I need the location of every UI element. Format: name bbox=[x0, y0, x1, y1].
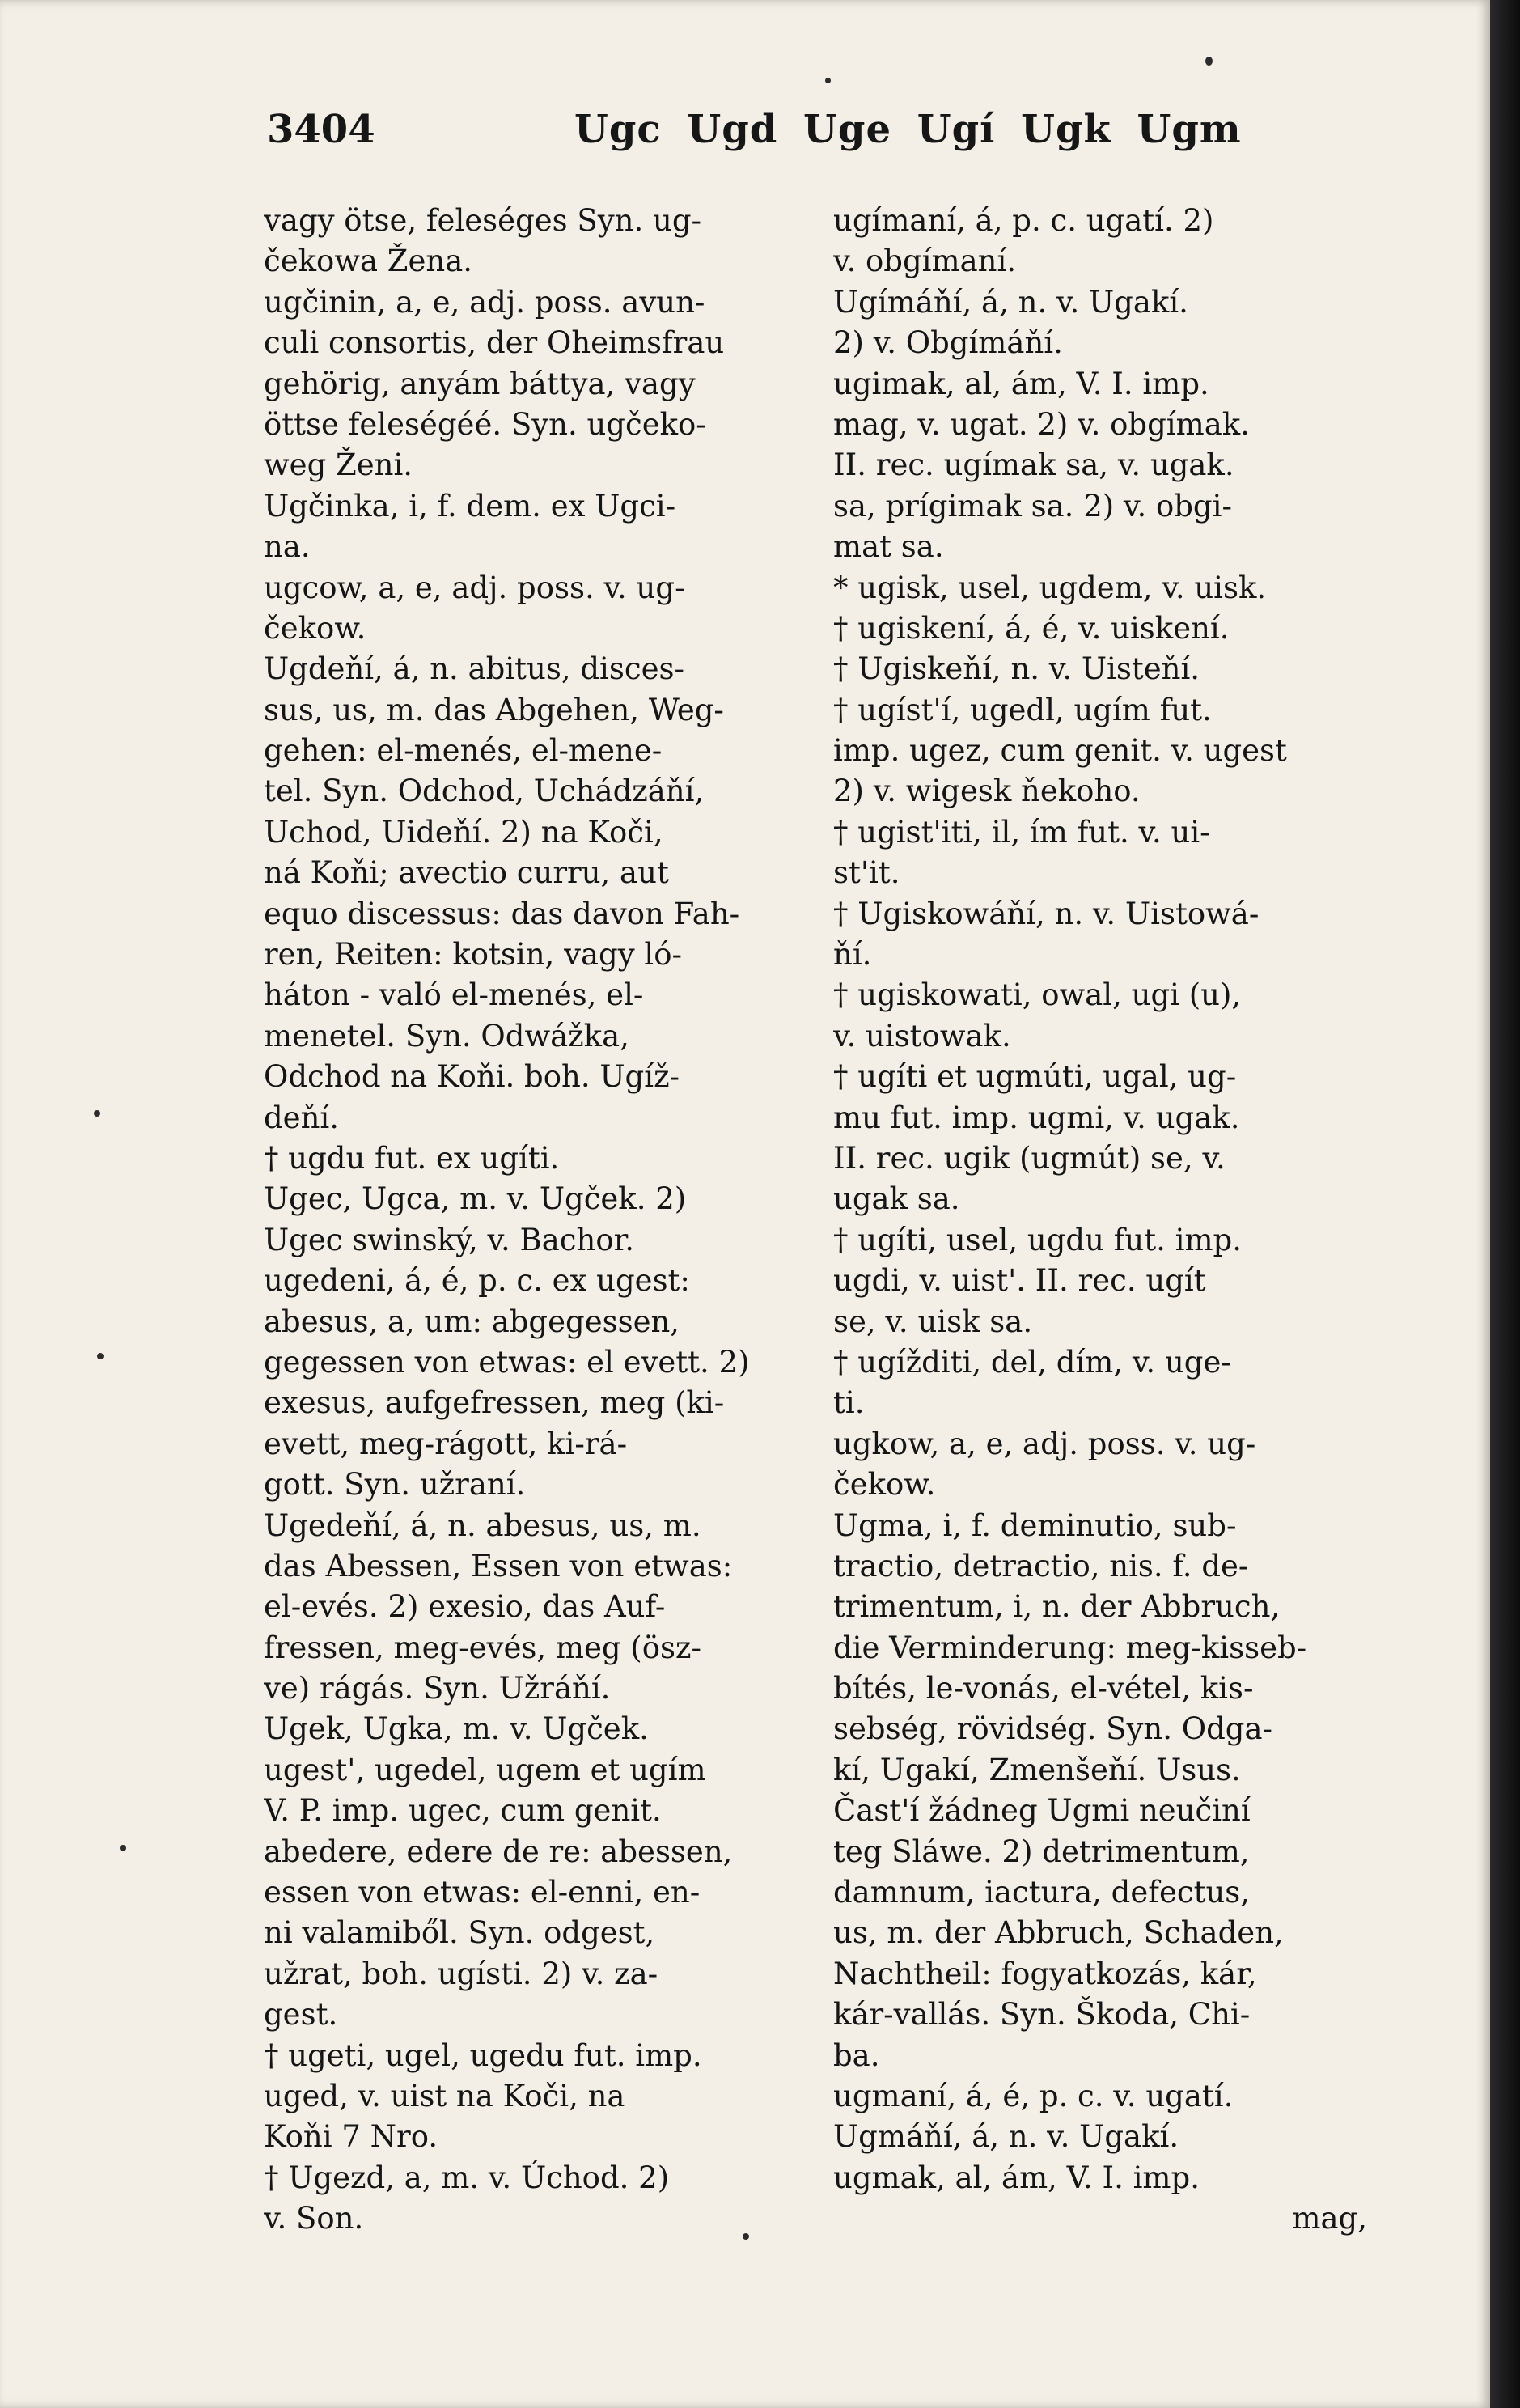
entry-line: † Ugezd, a, m. v. Úchod. 2) bbox=[264, 2160, 670, 2195]
entry-line: † Ugiskowáňí, n. v. Uistowá- bbox=[833, 896, 1260, 931]
entry-line: fressen, meg-evés, meg (ösz- bbox=[264, 1630, 701, 1665]
entry-line: mu fut. imp. ugmi, v. ugak. bbox=[833, 1100, 1240, 1135]
entry-line: † ugiskowati, owal, ugi (u), bbox=[833, 977, 1242, 1013]
running-head: Ugc Ugd Uge Ugí Ugk Ugm bbox=[574, 107, 1242, 152]
entry-line: ugčinin, a, e, adj. poss. avun- bbox=[264, 284, 705, 320]
entry-line: Ugma, i, f. deminutio, sub- bbox=[833, 1507, 1237, 1543]
entry-line: ugest', ugedel, ugem et ugím bbox=[264, 1752, 706, 1787]
entry-line: trimentum, i, n. der Abbruch, bbox=[833, 1589, 1281, 1625]
entry-line: evett, meg-rágott, ki-rá- bbox=[264, 1426, 628, 1461]
entry-line: sus, us, m. das Abgehen, Weg- bbox=[264, 692, 724, 727]
entry-line: gegessen von etwas: el evett. 2) bbox=[264, 1344, 750, 1380]
entry-line: mag, bbox=[1292, 2201, 1367, 2236]
entry-line: abedere, edere de re: abessen, bbox=[264, 1834, 733, 1869]
entry-line: † ugdu fut. ex ugíti. bbox=[264, 1140, 560, 1176]
entry-line: öttse feleségéé. Syn. ugčeko- bbox=[264, 406, 706, 442]
entry-line: † ugeti, ugel, ugedu fut. imp. bbox=[264, 2037, 702, 2073]
entry-line: II. rec. ugímak sa, v. ugak. bbox=[833, 447, 1234, 483]
entry-line: Ugec, Ugca, m. v. Ugček. 2) bbox=[264, 1181, 687, 1217]
entry-line: 2) v. wigesk ňekoho. bbox=[833, 774, 1141, 809]
entry-line: gehen: el-menés, el-mene- bbox=[264, 733, 663, 769]
entry-line: bítés, le-vonás, el-vétel, kis- bbox=[833, 1671, 1254, 1706]
entry-line: ugdi, v. uist'. II. rec. ugít bbox=[833, 1263, 1206, 1299]
entry-line: † ugíti et ugmúti, ugal, ug- bbox=[833, 1059, 1237, 1095]
entry-line: se, v. uisk sa. bbox=[833, 1304, 1033, 1339]
entry-line: das Abessen, Essen von etwas: bbox=[264, 1548, 733, 1583]
entry-line: ugcow, a, e, adj. poss. v. ug- bbox=[264, 570, 685, 605]
entry-line: ti. bbox=[833, 1385, 865, 1421]
entry-line: mag, v. ugat. 2) v. obgímak. bbox=[833, 406, 1250, 442]
entry-line: essen von etwas: el-enni, en- bbox=[264, 1875, 701, 1910]
entry-line: čekowa Žena. bbox=[264, 244, 473, 279]
print-speck bbox=[97, 1353, 104, 1359]
entry-line: ugmaní, á, é, p. c. v. ugatí. bbox=[833, 2078, 1234, 2113]
entry-line: v. Son. bbox=[264, 2201, 364, 2236]
entry-line: Ugímáňí, á, n. v. Ugakí. bbox=[833, 284, 1188, 320]
entry-line: † ugist'iti, il, ím fut. v. ui- bbox=[833, 814, 1210, 850]
entry-line: kár-vallás. Syn. Škoda, Chi- bbox=[833, 1997, 1251, 2033]
entry-line: gest. bbox=[264, 1997, 338, 2033]
entry-line: † ugiskení, á, é, v. uiskení. bbox=[833, 610, 1230, 646]
entry-line: tel. Syn. Odchod, Uchádzáňí, bbox=[264, 774, 705, 809]
entry-line: exesus, aufgefressen, meg (ki- bbox=[264, 1385, 725, 1421]
entry-line: ba. bbox=[833, 2037, 880, 2073]
entry-line: ve) rágás. Syn. Užráňí. bbox=[264, 1671, 611, 1706]
entry-line: Odchod na Koňi. boh. Ugíž- bbox=[264, 1059, 680, 1095]
page-header bbox=[267, 107, 1416, 172]
entry-line: v. uistowak. bbox=[833, 1018, 1011, 1054]
entry-line: sa, prígimak sa. 2) v. obgi- bbox=[833, 488, 1232, 524]
entry-line: us, m. der Abbruch, Schaden, bbox=[833, 1915, 1284, 1951]
entry-line: háton - való el-menés, el- bbox=[264, 977, 644, 1013]
entry-line: culi consortis, der Oheimsfrau bbox=[264, 325, 725, 361]
entry-line: Ugdeňí, á, n. abitus, disces- bbox=[264, 651, 684, 687]
entry-line: imp. ugez, cum genit. v. ugest bbox=[833, 733, 1287, 769]
entry-line: † ugížditi, del, dím, v. uge- bbox=[833, 1344, 1231, 1380]
entry-line: Čast'í žádneg Ugmi neučiní bbox=[833, 1793, 1251, 1829]
entry-line: ren, Reiten: kotsin, vagy ló- bbox=[264, 937, 683, 973]
entry-line: deňí. bbox=[264, 1100, 340, 1135]
entry-line: ugedeni, á, é, p. c. ex ugest: bbox=[264, 1263, 690, 1299]
entry-line: el-evés. 2) exesio, das Auf- bbox=[264, 1589, 666, 1625]
entry-line: mat sa. bbox=[833, 529, 944, 565]
entry-line: damnum, iactura, defectus, bbox=[833, 1875, 1251, 1910]
left-column bbox=[264, 201, 830, 2240]
entry-line: vagy ötse, feleséges Syn. ug- bbox=[264, 203, 702, 238]
entry-line: ugkow, a, e, adj. poss. v. ug- bbox=[833, 1426, 1256, 1461]
entry-line: weg Ženi. bbox=[264, 447, 413, 483]
right-column bbox=[833, 201, 1399, 2240]
entry-line: * ugisk, usel, ugdem, v. uisk. bbox=[833, 570, 1267, 605]
entry-line: Ugčinka, i, f. dem. ex Ugci- bbox=[264, 488, 676, 524]
print-speck bbox=[825, 78, 831, 83]
binding-edge bbox=[1490, 0, 1520, 2408]
entry-line: st'it. bbox=[833, 855, 900, 891]
entry-line: ugimak, al, ám, V. I. imp. bbox=[833, 366, 1209, 401]
entry-line: ňí. bbox=[833, 937, 872, 973]
entry-line: ugak sa. bbox=[833, 1181, 960, 1217]
entry-line: Ugedeňí, á, n. abesus, us, m. bbox=[264, 1507, 701, 1543]
entry-line: die Verminderung: meg-kisseb- bbox=[833, 1630, 1307, 1665]
entry-line: II. rec. ugik (ugmút) se, v. bbox=[833, 1140, 1226, 1176]
entry-line: tractio, detractio, nis. f. de- bbox=[833, 1548, 1249, 1583]
entry-line: † ugíti, usel, ugdu fut. imp. bbox=[833, 1222, 1242, 1257]
entry-line: menetel. Syn. Odwážka, bbox=[264, 1018, 629, 1054]
entry-line: Ugec swinský, v. Bachor. bbox=[264, 1222, 634, 1257]
entry-line: 2) v. Obgímáňí. bbox=[833, 325, 1063, 361]
entry-line: uged, v. uist na Koči, na bbox=[264, 2078, 625, 2113]
entry-line: Ugmáňí, á, n. v. Ugakí. bbox=[833, 2119, 1179, 2155]
print-speck bbox=[94, 1110, 100, 1117]
entry-line: teg Sláwe. 2) detrimentum, bbox=[833, 1834, 1250, 1869]
entry-line: † Ugiskeňí, n. v. Uisteňí. bbox=[833, 651, 1200, 687]
entry-line: † ugíst'í, ugedl, ugím fut. bbox=[833, 692, 1212, 727]
entry-line: čekow. bbox=[833, 1467, 936, 1503]
print-speck bbox=[743, 2233, 749, 2240]
entry-line: Uchod, Uideňí. 2) na Koči, bbox=[264, 814, 663, 850]
entry-line: ugímaní, á, p. c. ugatí. 2) bbox=[833, 203, 1214, 238]
page-number: 3404 bbox=[267, 107, 375, 152]
entry-line: čekow. bbox=[264, 610, 366, 646]
entry-line: Koňi 7 Nro. bbox=[264, 2119, 438, 2155]
entry-line: gehörig, anyám báttya, vagy bbox=[264, 366, 696, 401]
entry-line: ni valamiből. Syn. odgest, bbox=[264, 1915, 655, 1951]
print-speck bbox=[120, 1845, 126, 1851]
entry-line: V. P. imp. ugec, cum genit. bbox=[264, 1793, 662, 1829]
entry-line: equo discessus: das davon Fah- bbox=[264, 896, 740, 931]
entry-line: sebség, rövidség. Syn. Odga- bbox=[833, 1711, 1273, 1747]
entry-line: ugmak, al, ám, V. I. imp. bbox=[833, 2160, 1200, 2195]
entry-line: užrat, boh. ugísti. 2) v. za- bbox=[264, 1956, 658, 1991]
entry-line: ná Koňi; avectio curru, aut bbox=[264, 855, 669, 891]
entry-line: gott. Syn. užraní. bbox=[264, 1467, 526, 1503]
entry-line: na. bbox=[264, 529, 311, 565]
entry-line: v. obgímaní. bbox=[833, 244, 1017, 279]
entry-line: abesus, a, um: abgegessen, bbox=[264, 1304, 680, 1339]
entry-line: Nachtheil: fogyatkozás, kár, bbox=[833, 1956, 1257, 1991]
print-speck bbox=[1205, 57, 1213, 66]
entry-line: kí, Ugakí, Zmenšeňí. Usus. bbox=[833, 1752, 1241, 1787]
entry-line: Ugek, Ugka, m. v. Ugček. bbox=[264, 1711, 649, 1747]
